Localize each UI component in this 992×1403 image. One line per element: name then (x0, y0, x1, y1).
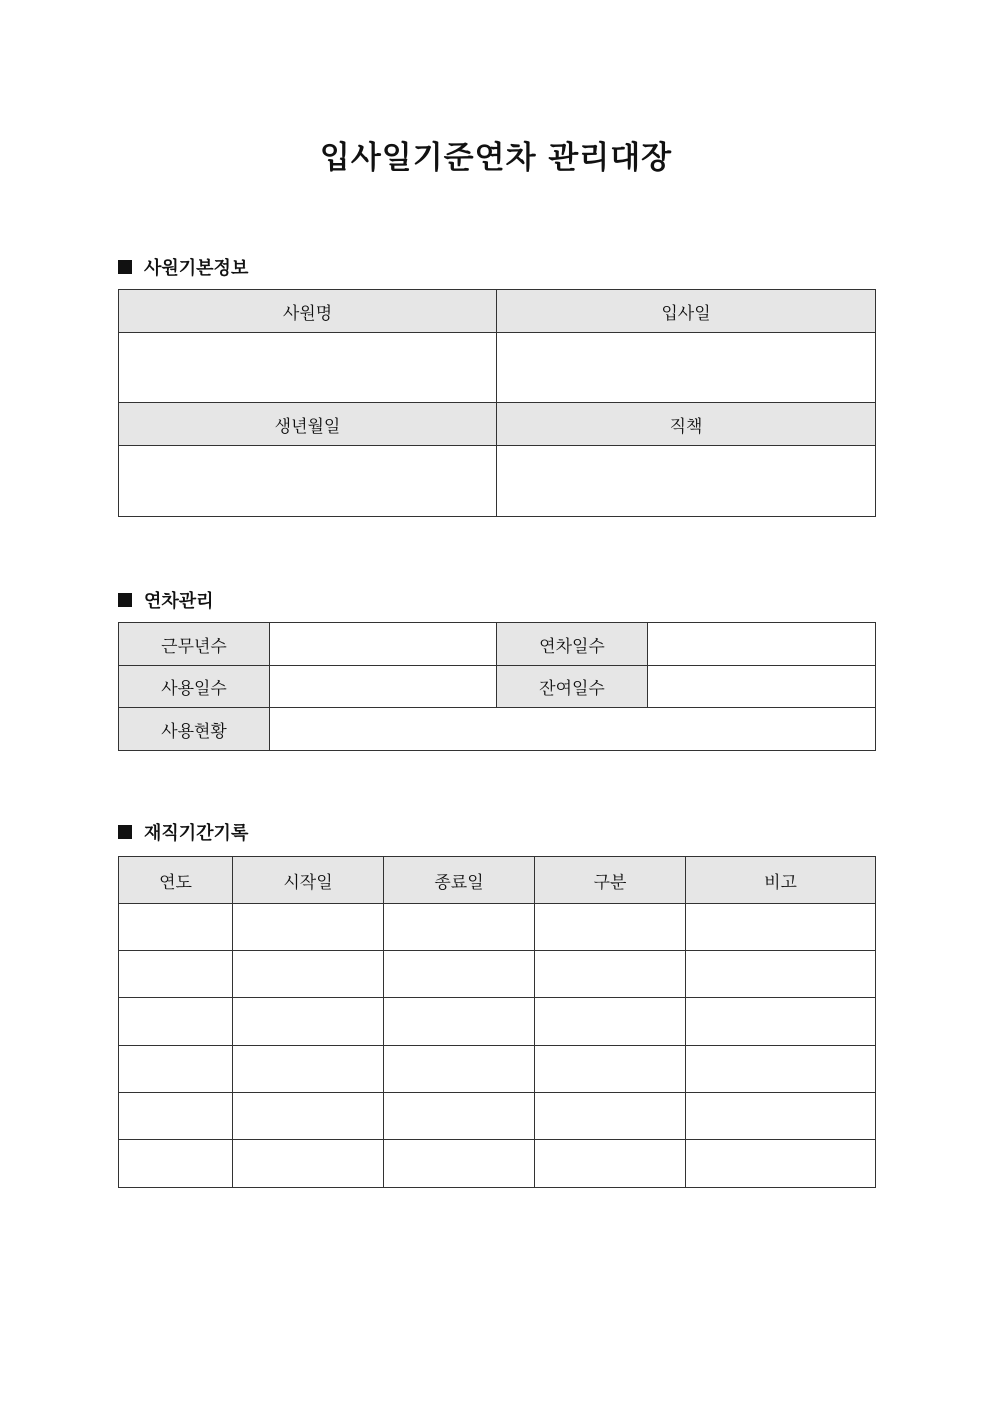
table-row (119, 1093, 876, 1140)
section-heading-label: 재직기간기록 (144, 823, 249, 844)
table-row (119, 1046, 876, 1093)
cell-start-date[interactable] (233, 904, 384, 951)
cell-category[interactable] (535, 1093, 686, 1140)
column-header-category: 구분 (535, 857, 686, 904)
label-usage-status: 사용현황 (119, 708, 270, 751)
cell-end-date[interactable] (384, 1046, 535, 1093)
leave-management-table (118, 622, 876, 751)
label-used-days: 사용일수 (119, 666, 270, 708)
cell-end-date[interactable] (384, 998, 535, 1046)
cell-remarks[interactable] (686, 951, 876, 998)
column-header-year: 연도 (119, 857, 233, 904)
cell-year[interactable] (119, 1046, 233, 1093)
cell-year[interactable] (119, 904, 233, 951)
employment-record-table (118, 856, 876, 1188)
cell-year[interactable] (119, 951, 233, 998)
cell-category[interactable] (535, 998, 686, 1046)
column-header-start-date: 시작일 (233, 857, 384, 904)
cell-remarks[interactable] (686, 1140, 876, 1188)
label-annual-leave-days: 연차일수 (497, 623, 648, 666)
cell-end-date[interactable] (384, 1140, 535, 1188)
label-hire-date: 입사일 (497, 290, 876, 333)
table-row (119, 1140, 876, 1188)
section-heading-leave-management (118, 587, 214, 613)
table-row (119, 904, 876, 951)
field-birth-date[interactable] (119, 446, 497, 517)
cell-remarks[interactable] (686, 904, 876, 951)
field-used-days[interactable] (270, 666, 497, 708)
label-birth-date: 생년월일 (119, 403, 497, 446)
cell-remarks[interactable] (686, 1046, 876, 1093)
label-years-worked: 근무년수 (119, 623, 270, 666)
cell-remarks[interactable] (686, 1093, 876, 1140)
cell-category[interactable] (535, 951, 686, 998)
field-employee-name[interactable] (119, 333, 497, 403)
cell-start-date[interactable] (233, 1140, 384, 1188)
table-row (119, 998, 876, 1046)
cell-start-date[interactable] (233, 1046, 384, 1093)
cell-end-date[interactable] (384, 1093, 535, 1140)
section-heading-label: 연차관리 (144, 591, 214, 612)
cell-category[interactable] (535, 904, 686, 951)
cell-start-date[interactable] (233, 998, 384, 1046)
cell-start-date[interactable] (233, 1093, 384, 1140)
field-position[interactable] (497, 446, 876, 517)
cell-end-date[interactable] (384, 951, 535, 998)
cell-start-date[interactable] (233, 951, 384, 998)
label-position: 직책 (497, 403, 876, 446)
column-header-end-date: 종료일 (384, 857, 535, 904)
cell-year[interactable] (119, 998, 233, 1046)
section-heading-employment-record (118, 819, 248, 845)
field-years-worked[interactable] (270, 623, 497, 666)
section-heading-employee-info (118, 254, 248, 280)
cell-year[interactable] (119, 1140, 233, 1188)
cell-category[interactable] (535, 1046, 686, 1093)
column-header-remarks: 비고 (686, 857, 876, 904)
label-employee-name: 사원명 (119, 290, 497, 333)
employee-info-table (118, 289, 876, 517)
cell-category[interactable] (535, 1140, 686, 1188)
cell-end-date[interactable] (384, 904, 535, 951)
square-bullet-icon (118, 593, 132, 607)
square-bullet-icon (118, 260, 132, 274)
table-row (119, 951, 876, 998)
cell-remarks[interactable] (686, 998, 876, 1046)
field-hire-date[interactable] (497, 333, 876, 403)
field-annual-leave-days[interactable] (648, 623, 876, 666)
section-heading-label: 사원기본정보 (144, 258, 249, 279)
cell-year[interactable] (119, 1093, 233, 1140)
label-remaining-days: 잔여일수 (497, 666, 648, 708)
square-bullet-icon (118, 825, 132, 839)
document-title: 입사일기준연차 관리대장 (319, 140, 673, 176)
field-usage-status[interactable] (270, 708, 876, 751)
field-remaining-days[interactable] (648, 666, 876, 708)
